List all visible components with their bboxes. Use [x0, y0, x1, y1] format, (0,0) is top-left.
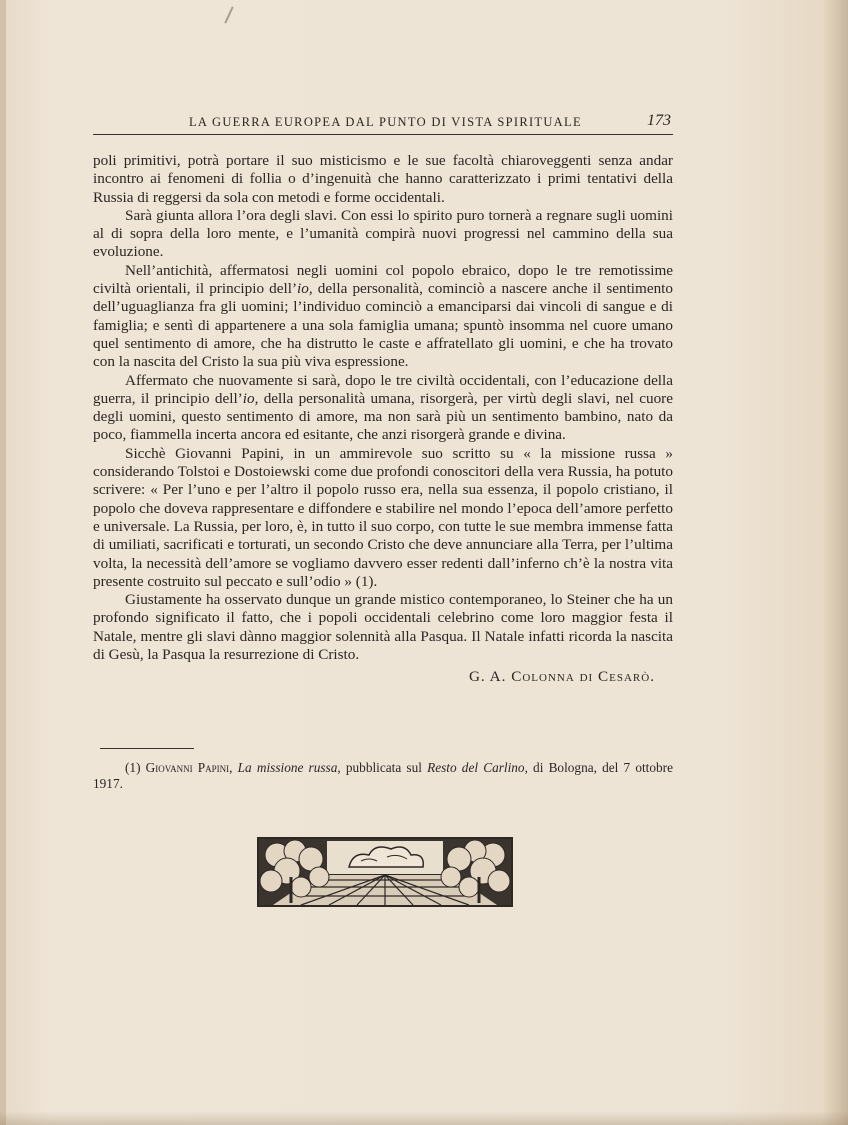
paragraph-3-text-b: , della personalità, cominciò a nascere anche il sentimento dell’uguaglianza fra gli uomini; l’individuo cominciò a emanciparsi dai vincoli di sangue e di famiglia; e sentì di appartenere a una sola famiglia umana; spuntò insomma nel cuore umano quel sentimento di amore, che ha distrutto le caste e affratellato gli uomini, e che ha trovato con la nascita del Cristo la sua più viva espressione. [93, 280, 673, 371]
paragraph-6-text: Giustamente ha osservato dunque un grande mistico contemporaneo, lo Steiner che ha un profondo significato il fatto, che i popoli occidentali celebrino come loro maggior festa il Natale, mentre gli slavi dànno maggior solennità alla Pasqua. Il Natale infatti ricorda la nascita di Gesù, la Pasqua la resurrezione di Cristo. [93, 591, 673, 664]
paragraph-1-text: poli primitivi, potrà portare il suo misticismo e le sue facoltà chiaroveggenti senza andar incontro ai fenomeni di follia o d’ingenuità che hanno caratterizzato i primi tentativi della Russia di reggersi da sola con metodi e forme occidentali. [93, 152, 673, 206]
footnote-mid: , pubblicata sul [337, 760, 428, 775]
paragraph-2 [93, 207, 673, 262]
footnote-rule [100, 748, 194, 749]
paragraph-1 [93, 152, 673, 207]
paragraph-3-text-a: Nell’antichità, affermatosi negli uomini col popolo ebraico, dopo le tre remotissime civiltà orientali, il principio dell’ [93, 261, 673, 298]
page-bottom-edge [0, 1111, 848, 1125]
paragraph-5 [93, 445, 673, 591]
footnote-title: La missione russa [237, 760, 338, 775]
page-number: 173 [647, 112, 671, 129]
paragraph-6 [93, 591, 673, 664]
footnote-journal: Resto del Carlino [427, 760, 525, 775]
pencil-mark [224, 6, 233, 23]
page-left-edge [0, 0, 6, 1125]
paragraph-3 [93, 262, 673, 372]
paragraph-4-emphasis: io [242, 389, 255, 407]
paragraph-2-text: Sarà giunta allora l’ora degli slavi. Con essi lo spirito puro tornerà a regnare sugli uomini al di sopra della loro mente, e l’umanità compirà nuovi progressi nel cammino della sua evoluzione. [93, 206, 673, 261]
author-signature: G. A. Colonna di Cesarò. [468, 668, 655, 686]
paragraph-4 [93, 372, 673, 445]
footnote [93, 760, 673, 791]
footnote-sep: , [229, 760, 238, 775]
body-text [93, 152, 673, 687]
running-title: LA GUERRA EUROPEA DAL PUNTO DI VISTA SPIRITUALE [189, 115, 582, 129]
running-header [93, 112, 673, 135]
landscape-vignette [257, 837, 513, 907]
paragraph-5-text: Sicchè Giovanni Papini, in un ammirevole suo scritto su « la missione russa » considerando Tolstoi e Dostoiewski come due profondi conoscitori della vera Russia, ha potuto scrivere: « Per l’uno e per l’altro il popolo russo era, nella sua essenza, il popolo cristiano, il popolo che doveva rappresentare e diffondere e stabilire nel mondo l’epoca dell’amore perfetto e universale. La Russia, per loro, è, in tutto il suo corpo, con tutte le sue membra immense fatta di umiliati, sacrificati e torturati, un secondo Cristo che deve annunciare alla Terra, per l’ultima volta, la necessità dell’amore se vogliamo davvero esser redenti dall’inferno ch’è la nostra vita presente costruito sul peccato e sull’odio » (1). [93, 444, 673, 590]
page-right-edge [822, 0, 848, 1125]
footnote-tail: , di Bologna, del 7 ottobre 1917. [93, 760, 673, 791]
paragraph-4-text-a: Affermato che nuovamente si sarà, dopo le tre civiltà occidentali, con l’educazione della guerra, il principio dell’ [93, 371, 673, 407]
paragraph-3-emphasis: io [297, 280, 309, 298]
footnote-author: Giovanni Papini [145, 760, 230, 775]
paragraph-4-text-b: , della personalità umana, risorgerà, per virtù degli slavi, nel cuore degli uomini, questo sentimento di amore, ma non sarà più un sentimento bambino, nato da poco, fiammella incerta ancora ed esitante, che anzi risorgerà grande e divina. [93, 389, 673, 444]
footnote-marker: (1) [125, 760, 146, 775]
